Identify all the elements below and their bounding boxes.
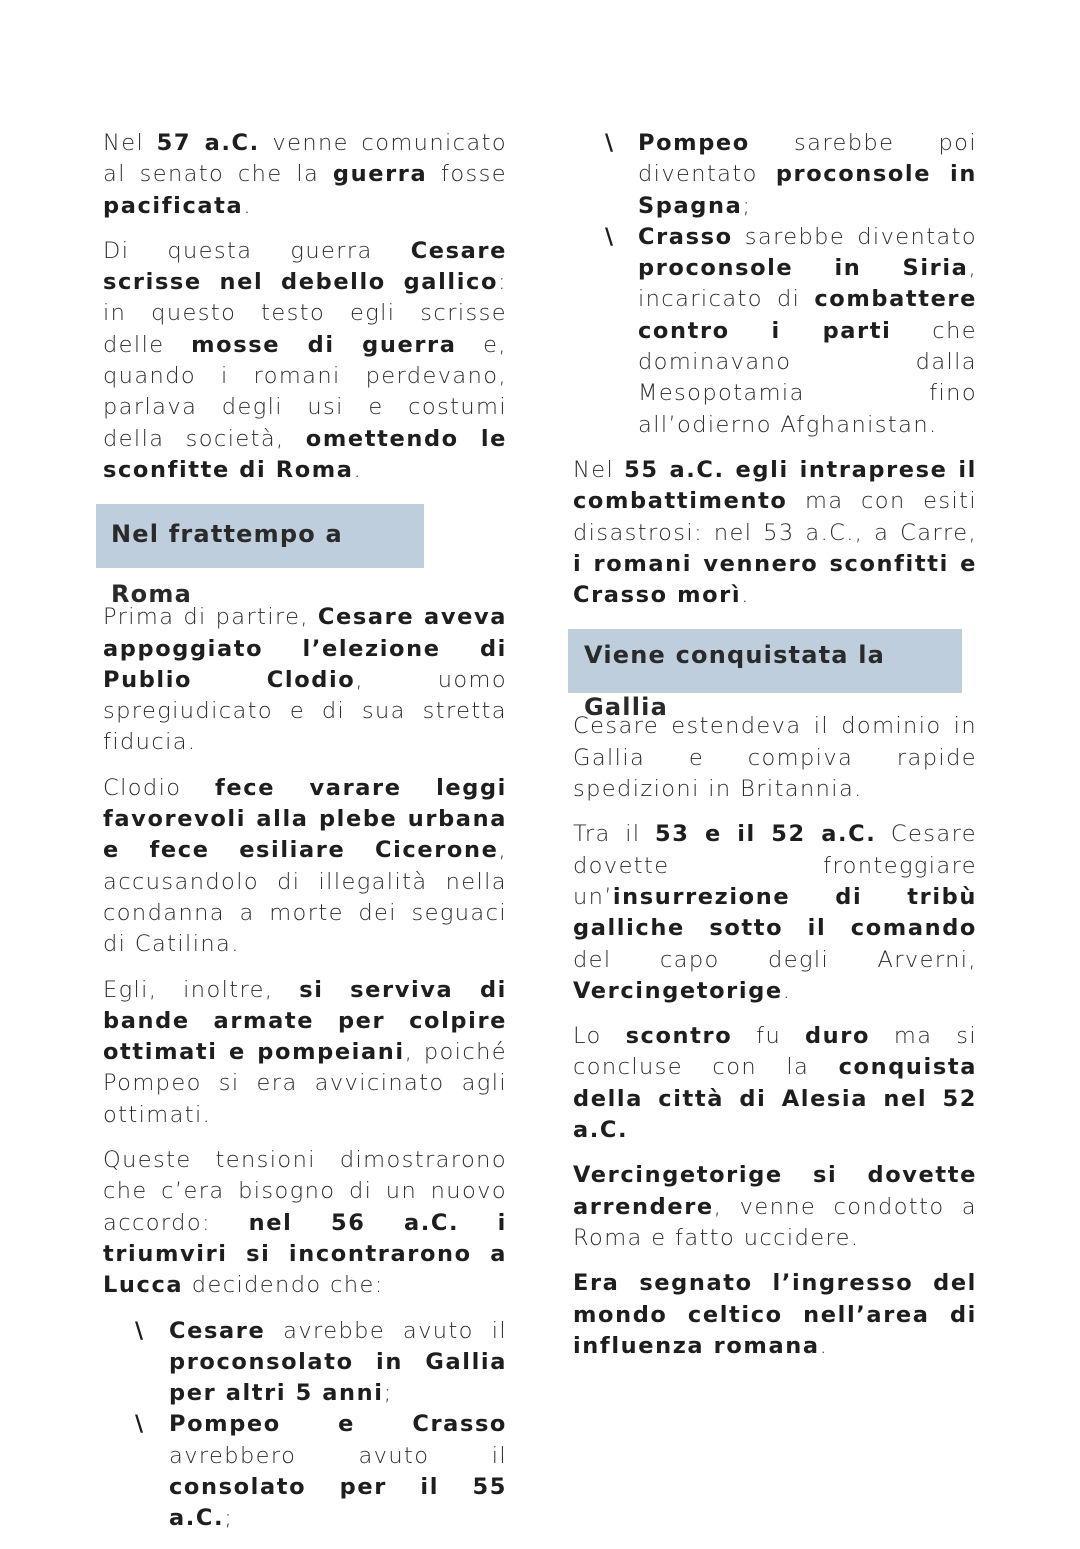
paragraph-senate-war: Nel 57 a.C. venne comunicato al senato che la guerra fosse pacificata. [103,130,507,219]
paragraph-armed-bands: Egli, inoltre, si serviva di bande armate per colpire ottimati e pompeiani, poiché Pompeo si era avvicinato agli ottimati. [103,976,507,1128]
bullet-mark-icon: \ [135,1318,144,1344]
right-column [573,128,977,1376]
section-heading-gaul-conquest: Viene conquistata la Gallia [568,629,962,693]
paragraph-clodio-laws: Clodio fece varare leggi favorevoli alla plebe urbana e fece esiliare Cicerone, accusandolo di illegalità nella condanna a morte dei seguaci di Catilina. [103,774,507,958]
bullet-mark-icon: \ [605,224,614,250]
paragraph-celtic-world: Era segnato l’ingresso del mondo celtico nell’area di influenza romana. [573,1270,977,1359]
list-item: \ Pompeo e Crasso avrebbero avuto il consolato per il 55 a.C.; [135,1411,507,1532]
paragraph-carre-defeat: Nel 55 a.C. egli intraprese il combattimento ma con esiti disastrosi: nel 53 a.C., a Carre, i romani vennero sconfitti e Crasso morì. [573,456,977,609]
section-heading-meanwhile-rome: Nel frattempo a Roma [96,504,424,568]
left-column [103,128,507,1549]
bullet-mark-icon: \ [605,131,614,156]
bullet-mark-icon: \ [135,1412,144,1438]
list-item: \ Pompeo sarebbe poi diventato proconsole in Spagna; [605,130,977,219]
paragraph-vercingetorix-surrender: Vercingetorige si dovette arrendere, venne condotto a Roma e fatto uccidere. [573,1162,977,1251]
paragraph-britannia-expeditions: Cesare estendeva il dominio in Gallia e compiva rapide spedizioni in Britannia. [573,713,977,803]
paragraph-de-bello-gallico: Di questa guerra Cesare scrisse nel debello gallico: in questo testo egli scrisse delle mosse di guerra e, quando i romani perdevano, parlava degli usi e costumi della società, omettendo le sconfitte di Roma. [103,237,507,483]
paragraph-alesia: Lo scontro fu duro ma si concluse con la conquista della città di Alesia nel 52 a.C. [573,1023,977,1144]
list-item: \ Cesare avrebbe avuto il proconsolato in Gallia per altri 5 anni; [135,1317,507,1407]
paragraph-gallic-insurrection: Tra il 53 e il 52 a.C. Cesare dovette fronteggiare un’insurrezione di tribù galliche sotto il comando del capo degli Arverni, Vercingetorige. [573,821,977,1004]
list-item: \ Crasso sarebbe diventato proconsole in Siria, incaricato di combattere contro i parti che dominavano dalla Mesopotamia fino all’odierno Afghanistan. [605,223,977,438]
paragraph-clodio-election: Prima di partire, Cesare aveva appoggiato l’elezione di Publio Clodio, uomo spregiudicato e di sua stretta fiducia. [103,604,507,756]
paragraph-lucca-agreement: Queste tensioni dimostrarono che c’era bisogno di un nuovo accordo: nel 56 a.C. i triumviri si incontrarono a Lucca decidendo che: [103,1147,507,1299]
lucca-terms-list-continued [573,128,977,441]
lucca-terms-list [103,1316,507,1535]
